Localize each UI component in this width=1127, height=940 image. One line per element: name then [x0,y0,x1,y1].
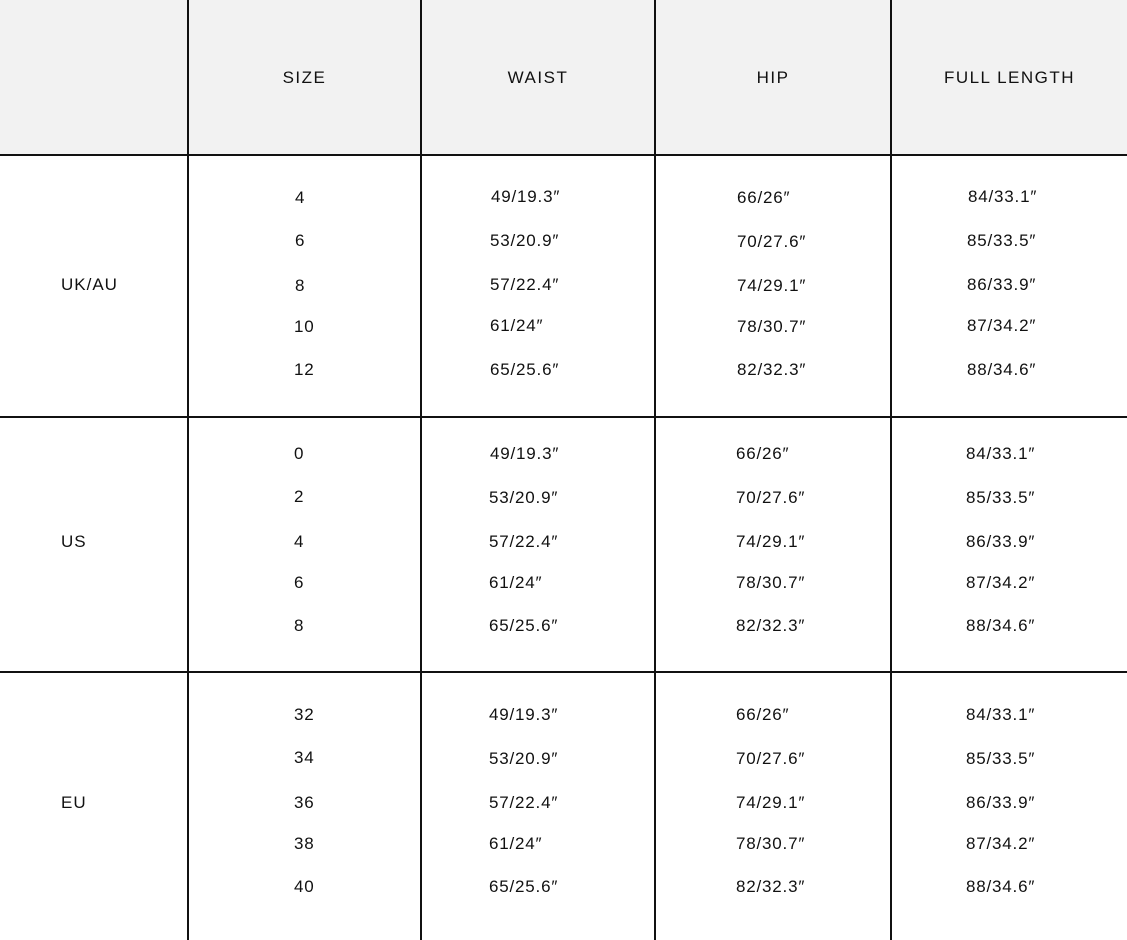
size-cell: 34 [294,748,315,767]
hip-cell: 78/30.7″ [736,834,806,853]
waist-cell: 57/22.4″ [490,275,560,294]
size-cell: 4 [294,532,305,551]
waist-cell: 61/24″ [490,316,544,335]
waist-cell: 57/22.4″ [489,793,559,812]
hip-cell: 78/30.7″ [737,317,807,336]
size-cell: 38 [294,834,315,853]
hip-cell: 82/32.3″ [736,616,806,635]
group-divider [0,671,1127,673]
header-hip: HIP [756,68,790,87]
hip-cell: 74/29.1″ [737,276,807,295]
hip-cell: 70/27.6″ [736,488,806,507]
hip-cell: 66/26″ [737,188,791,207]
waist-cell: 49/19.3″ [489,705,559,724]
waist-cell: 53/20.9″ [489,749,559,768]
hip-cell: 82/32.3″ [736,877,806,896]
size-cell: 4 [295,188,306,207]
size-cell: 0 [294,444,305,463]
size-cell: 6 [294,573,305,592]
length-cell: 85/33.5″ [966,749,1036,768]
column-divider [420,0,422,940]
waist-cell: 65/25.6″ [489,616,559,635]
size-cell: 10 [294,317,315,336]
length-cell: 87/34.2″ [967,316,1037,335]
length-cell: 88/34.6″ [966,616,1036,635]
length-cell: 84/33.1″ [968,187,1038,206]
size-cell: 2 [294,487,305,506]
waist-cell: 49/19.3″ [490,444,560,463]
length-cell: 86/33.9″ [966,532,1036,551]
waist-cell: 49/19.3″ [491,187,561,206]
length-cell: 84/33.1″ [966,705,1036,724]
region-label-uk-au: UK/AU [61,275,118,294]
column-divider [187,0,189,940]
waist-cell: 53/20.9″ [489,488,559,507]
length-cell: 87/34.2″ [966,573,1036,592]
hip-cell: 66/26″ [736,444,790,463]
size-cell: 40 [294,877,315,896]
column-divider [654,0,656,940]
length-cell: 85/33.5″ [967,231,1037,250]
hip-cell: 70/27.6″ [736,749,806,768]
hip-cell: 74/29.1″ [736,793,806,812]
header-divider [0,154,1127,156]
length-cell: 86/33.9″ [966,793,1036,812]
group-divider [0,416,1127,418]
size-cell: 8 [295,276,306,295]
header-size: SIZE [282,68,327,87]
waist-cell: 61/24″ [489,834,543,853]
size-cell: 8 [294,616,305,635]
header-waist: WAIST [507,68,569,87]
size-cell: 32 [294,705,315,724]
waist-cell: 65/25.6″ [490,360,560,379]
header-full-length: FULL LENGTH [943,68,1076,87]
hip-cell: 66/26″ [736,705,790,724]
waist-cell: 61/24″ [489,573,543,592]
hip-cell: 78/30.7″ [736,573,806,592]
size-cell: 6 [295,231,306,250]
waist-cell: 65/25.6″ [489,877,559,896]
region-label-eu: EU [61,793,87,812]
size-cell: 12 [294,360,315,379]
length-cell: 86/33.9″ [967,275,1037,294]
length-cell: 85/33.5″ [966,488,1036,507]
waist-cell: 53/20.9″ [490,231,560,250]
hip-cell: 74/29.1″ [736,532,806,551]
length-cell: 84/33.1″ [966,444,1036,463]
length-cell: 88/34.6″ [966,877,1036,896]
length-cell: 87/34.2″ [966,834,1036,853]
region-label-us: US [61,532,87,551]
length-cell: 88/34.6″ [967,360,1037,379]
size-cell: 36 [294,793,315,812]
waist-cell: 57/22.4″ [489,532,559,551]
hip-cell: 70/27.6″ [737,232,807,251]
hip-cell: 82/32.3″ [737,360,807,379]
column-divider [890,0,892,940]
